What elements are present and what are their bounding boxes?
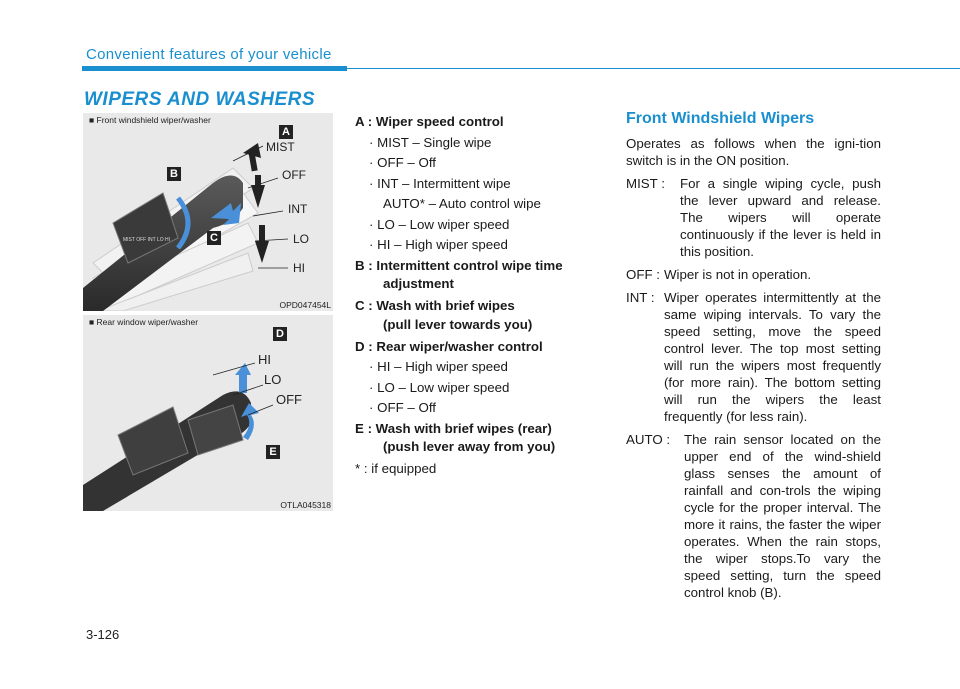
definition-int: [626, 289, 881, 425]
definition-term: MIST :: [626, 176, 665, 191]
legend-item: · HI – High wiper speed: [369, 359, 508, 374]
position-label: LO: [293, 232, 310, 246]
section-title: WIPERS AND WASHERS: [84, 89, 316, 110]
legend-item: · OFF – Off: [369, 155, 436, 170]
legend-item: · LO – Low wiper speed: [369, 216, 510, 232]
legend-item: · LO – Low wiper speed: [369, 379, 510, 395]
legend-e-cont: (push lever away from you): [383, 439, 556, 454]
front-wipers-column: [626, 110, 881, 607]
front-wiper-figure: [83, 113, 333, 311]
label-d-badge: D: [273, 327, 287, 341]
legend-item: · MIST – Single wipe: [369, 134, 492, 150]
svg-text:MIST OFF INT LO HI: MIST OFF INT LO HI: [123, 237, 171, 243]
rear-wiper-illustration: [83, 315, 333, 511]
position-label: HI: [258, 352, 271, 367]
label-a-badge: A: [279, 125, 293, 139]
legend-item: AUTO* – Auto control wipe: [383, 196, 541, 211]
legend-b-key: B : Intermittent control wipe time: [355, 257, 563, 273]
figure-code: OTLA045318: [280, 500, 331, 510]
legend-a-key: A : Wiper speed control: [355, 114, 504, 129]
footnote: * : if equipped: [355, 461, 437, 476]
definition-term: AUTO :: [626, 432, 671, 447]
definition-auto: [626, 431, 881, 601]
figure-code: OPD047454L: [279, 300, 331, 310]
label-c-badge: C: [207, 231, 221, 245]
header-bar: [82, 66, 347, 71]
definition-off: [626, 266, 881, 283]
page-number: 3-126: [86, 627, 120, 642]
position-label: INT: [288, 202, 308, 216]
legend-item: · HI – High wiper speed: [369, 237, 508, 252]
definition-mist: [626, 175, 881, 260]
legend-item: · OFF – Off: [369, 400, 436, 415]
position-label: OFF: [282, 168, 306, 182]
figure-caption: ■ Rear window wiper/washer: [89, 317, 199, 327]
position-label: LO: [264, 372, 282, 387]
legend-c-cont: (pull lever towards you): [383, 316, 533, 332]
front-wipers-intro: Operates as follows when the igni-tion switch is in the ON position.: [626, 136, 881, 168]
position-label: HI: [293, 261, 305, 275]
legend-e-key: E : Wash with brief wipes (rear): [355, 420, 552, 436]
definition-term: OFF :: [626, 267, 660, 282]
definition-text: Wiper is not in operation.: [664, 267, 812, 282]
rear-wiper-figure: [83, 315, 333, 511]
definition-term: INT :: [626, 290, 655, 305]
legend-item: · INT – Intermittent wipe: [369, 175, 511, 191]
legend-b-cont: adjustment: [383, 276, 454, 291]
header-rule: [347, 68, 960, 69]
front-wipers-title: Front Windshield Wipers: [626, 110, 815, 127]
definition-text: Wiper operates intermittently at the same wiping intervals. To vary the speed setting, move the speed control lever. The top most setting will run the wipers most frequently (for more rain). The bottom setting will run the wipers the least frequently (for less rain).: [664, 290, 881, 424]
label-b-badge: B: [167, 167, 181, 181]
label-e-badge: E: [266, 445, 280, 459]
header-title: Convenient features of your vehicle: [86, 46, 332, 63]
legend-d-key: D : Rear wiper/washer control: [355, 338, 543, 354]
legend-column: [355, 112, 605, 480]
position-label: MIST: [266, 140, 295, 154]
figure-caption: ■ Front windshield wiper/washer: [89, 115, 211, 125]
legend-c-key: C : Wash with brief wipes: [355, 298, 515, 313]
definition-text: For a single wiping cycle, push the lever upward and release. The wipers will operate continuously if the lever is held in this position.: [680, 176, 881, 259]
definition-text: The rain sensor located on the upper end of the wind-shield glass senses the amount of rainfall and con-trols the wiping cycle for the proper interval. The more it rains, the faster the wiper operates. When the rain stops, the wiper stops.To vary the speed setting, turn the speed control knob (B).: [684, 432, 881, 600]
position-label: OFF: [276, 392, 302, 407]
